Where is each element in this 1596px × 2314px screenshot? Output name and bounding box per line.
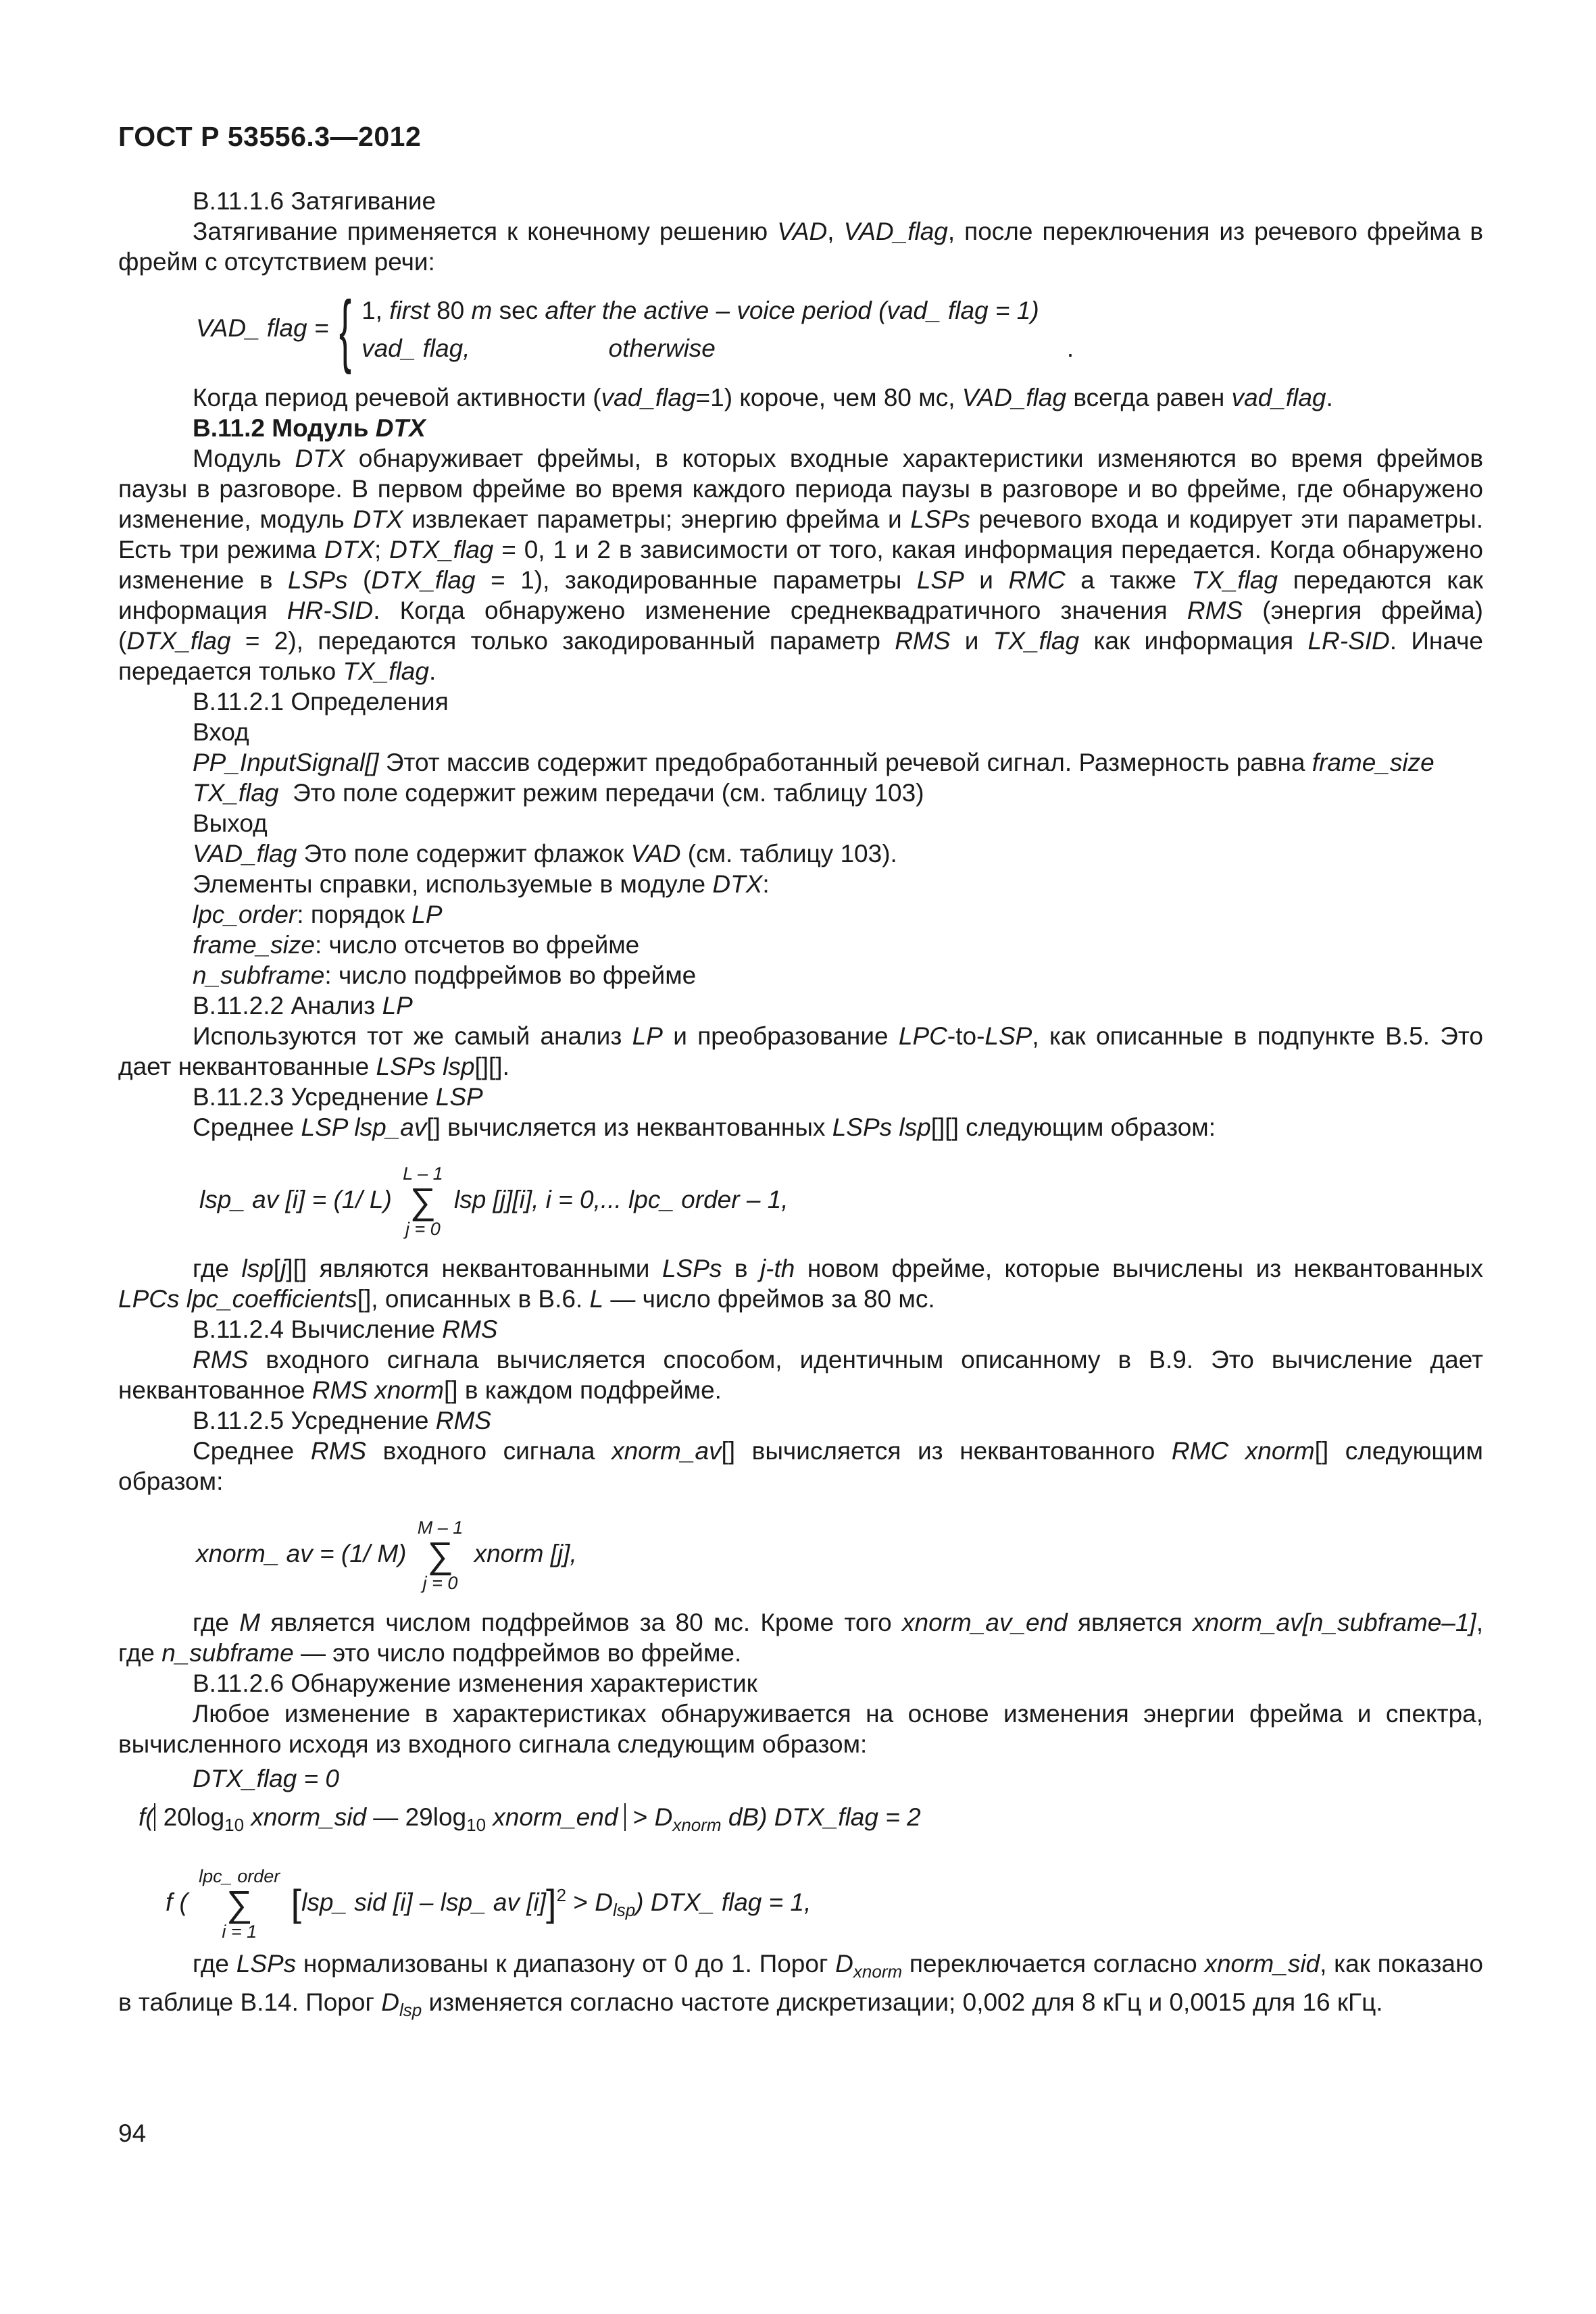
def-tx-flag: TX_flag Это поле содержит режим передачи (см. таблицу 103) bbox=[193, 779, 924, 807]
subsection-heading-b11-2-6: В.11.2.6 Обнаружение изменения характеристик bbox=[193, 1669, 757, 1697]
formula-cases bbox=[361, 292, 1074, 368]
subsection-heading-b11-2-5: В.11.2.5 Усреднение RMS bbox=[193, 1407, 492, 1434]
formula-lhs: VAD_ flag = bbox=[196, 313, 329, 342]
sum-operator: M – 1 ∑ j = 0 bbox=[417, 1517, 464, 1594]
case-1: 1, first 80 m sec after the active – voice period (vad_ flag = 1) bbox=[361, 297, 1039, 324]
subsection-heading-b11-2-4: В.11.2.4 Вычисление RMS bbox=[193, 1315, 498, 1343]
formula-dtx-flag-1: f ( lpc_ order ∑ i = 1 [lsp_ sid [i] – lsp_ av $[i]]^2 > D_{lsp}$) DTX_ flag = 1, bbox=[166, 1866, 812, 1942]
label-input: Вход bbox=[193, 718, 249, 746]
paragraph-dtx-module: Модуль DTX обнаруживает фреймы, в которых входные характеристики изменяются во время фреймов паузы в разговоре. В первом фрейме во время каждого периода паузы в разговоре и во фрейме, где обнаружено изменение, модуль DTX извлекает параметры; энергию фрейма и LSPs речевого входа и кодирует эти параметры. Есть три режима DTX; DTX_flag = 0, 1 и 2 в зависимости от того, какая информация передается. Когда обнаружено изменение в LSPs (DTX_flag = 1), закодированные параметры LSP и RMC а также TX_flag передаются как информация HR-SID. Когда обнаружено изменение среднеквадратичного значения RMS (энергия фрейма) (DTX_flag = 2), передаются только закодированный параметр RMS и TX_flag как информация LR-SID. Иначе передается только TX_flag. bbox=[118, 445, 1484, 685]
paragraph-xnorm-where: где M является числом подфреймов за 80 мс. Кроме того xnorm_av_end является xnorm_av[n_subframe–1], где n_subframe — это число подфреймов во фрейме. bbox=[118, 1609, 1483, 1667]
label-output: Выход bbox=[193, 809, 268, 837]
formula-vad-flag bbox=[118, 284, 1483, 375]
paragraph-thresholds: где LSPs нормализованы к диапазону от 0 до 1. Порог $D_{xnorm}$ переключается согласно xnorm_sid, как показано в таблице В.14. Порог $D_{lsp}$ изменяется согласно частоте дискретизации; 0,002 для 8 кГц и 0,0015 для 16 кГц. bbox=[118, 1950, 1483, 2020]
def-n-subframe: n_subframe: число подфреймов во фрейме bbox=[193, 961, 697, 989]
sum-operator: L – 1 ∑ j = 0 bbox=[403, 1163, 443, 1240]
formula-dtx-flag-2: f( $20\log_{10}$ xnorm_sid — $29\log_{10}$ xnorm_end > $D_{xnorm}$ dB) DTX_flag = 2 bbox=[139, 1803, 921, 1835]
def-reference-elements: Элементы справки, используемые в модуле DTX: bbox=[193, 870, 770, 898]
formula-lsp-av: lsp_ av [i] = (1/ L) L – 1 ∑ j = 0 lsp [j][i], i = 0,... lpc_ order – 1, bbox=[199, 1163, 789, 1240]
paragraph-lsp-average: Среднее LSP lsp_av[] вычисляется из неквантованных LSPs lsp[][] следующим образом: bbox=[193, 1113, 1216, 1141]
def-lpc-order: lpc_order: порядок LP bbox=[193, 901, 443, 928]
formula-dtx-flag-0: DTX_flag = 0 bbox=[193, 1765, 339, 1792]
paragraph-vad-duration: Когда период речевой активности (vad_flag=1) короче, чем 80 мс, VAD_flag всегда равен vad_flag. bbox=[193, 384, 1333, 411]
sum-operator: lpc_ order ∑ i = 1 bbox=[199, 1866, 280, 1942]
paragraph-smoothing: Затягивание применяется к конечному решению VAD, VAD_flag, после переключения из речевого фрейма в фрейм с отсутствием речи: bbox=[118, 218, 1483, 276]
def-vad-flag: VAD_flag Это поле содержит флажок VAD (см. таблицу 103). bbox=[193, 840, 897, 867]
paragraph-lsp-where: где lsp[j][] являются неквантованными LSPs в j-th новом фрейме, которые вычислены из неквантованных LPCs lpc_coefficients[], описанных в В.6. L — число фреймов за 80 мс. bbox=[118, 1255, 1484, 1313]
left-brace: { bbox=[339, 284, 351, 375]
case-2: vad_ flag, otherwise . bbox=[361, 334, 1074, 362]
def-frame-size: frame_size: число отсчетов во фрейме bbox=[193, 931, 640, 959]
def-pp-inputsignal: PP_InputSignal[] Этот массив содержит предобработанный речевой сигнал. Размерность равна frame_size bbox=[193, 749, 1435, 776]
page-number: 94 bbox=[118, 2119, 147, 2147]
subsection-heading-b11-2-1: В.11.2.1 Определения bbox=[193, 688, 449, 715]
paragraph-rms-calc: RMS входного сигнала вычисляется способом, идентичным описанному в В.9. Это вычисление дает неквантованное RMS xnorm[] в каждом подфрейме. bbox=[118, 1346, 1483, 1404]
standard-header: ГОСТ Р 53556.3—2012 bbox=[118, 121, 422, 152]
subsection-heading-b11-2-2: В.11.2.2 Анализ LP bbox=[193, 992, 413, 1020]
subsection-heading-b11-1-6: В.11.1.6 Затягивание bbox=[193, 187, 437, 215]
paragraph-rms-average: Среднее RMS входного сигнала xnorm_av[] вычисляется из неквантованного RMC xnorm[] следующим образом: bbox=[118, 1437, 1483, 1495]
formula-xnorm-av: xnorm_ av = (1/ M) M – 1 ∑ j = 0 xnorm [j], bbox=[196, 1517, 577, 1594]
paragraph-change-detection: Любое изменение в характеристиках обнаруживается на основе изменения энергии фрейма и спектра, вычисленного исходя из входного сигнала следующим образом: bbox=[118, 1700, 1483, 1758]
section-heading-b11-2: В.11.2 Модуль DTX bbox=[193, 414, 426, 442]
document-page bbox=[118, 122, 1483, 2026]
subsection-heading-b11-2-3: В.11.2.3 Усреднение LSP bbox=[193, 1083, 483, 1111]
paragraph-lp-analysis: Используются тот же самый анализ LP и преобразование LPC-to-LSP, как описанные в подпункте В.5. Это дает неквантованные LSPs lsp[][]. bbox=[118, 1022, 1484, 1080]
